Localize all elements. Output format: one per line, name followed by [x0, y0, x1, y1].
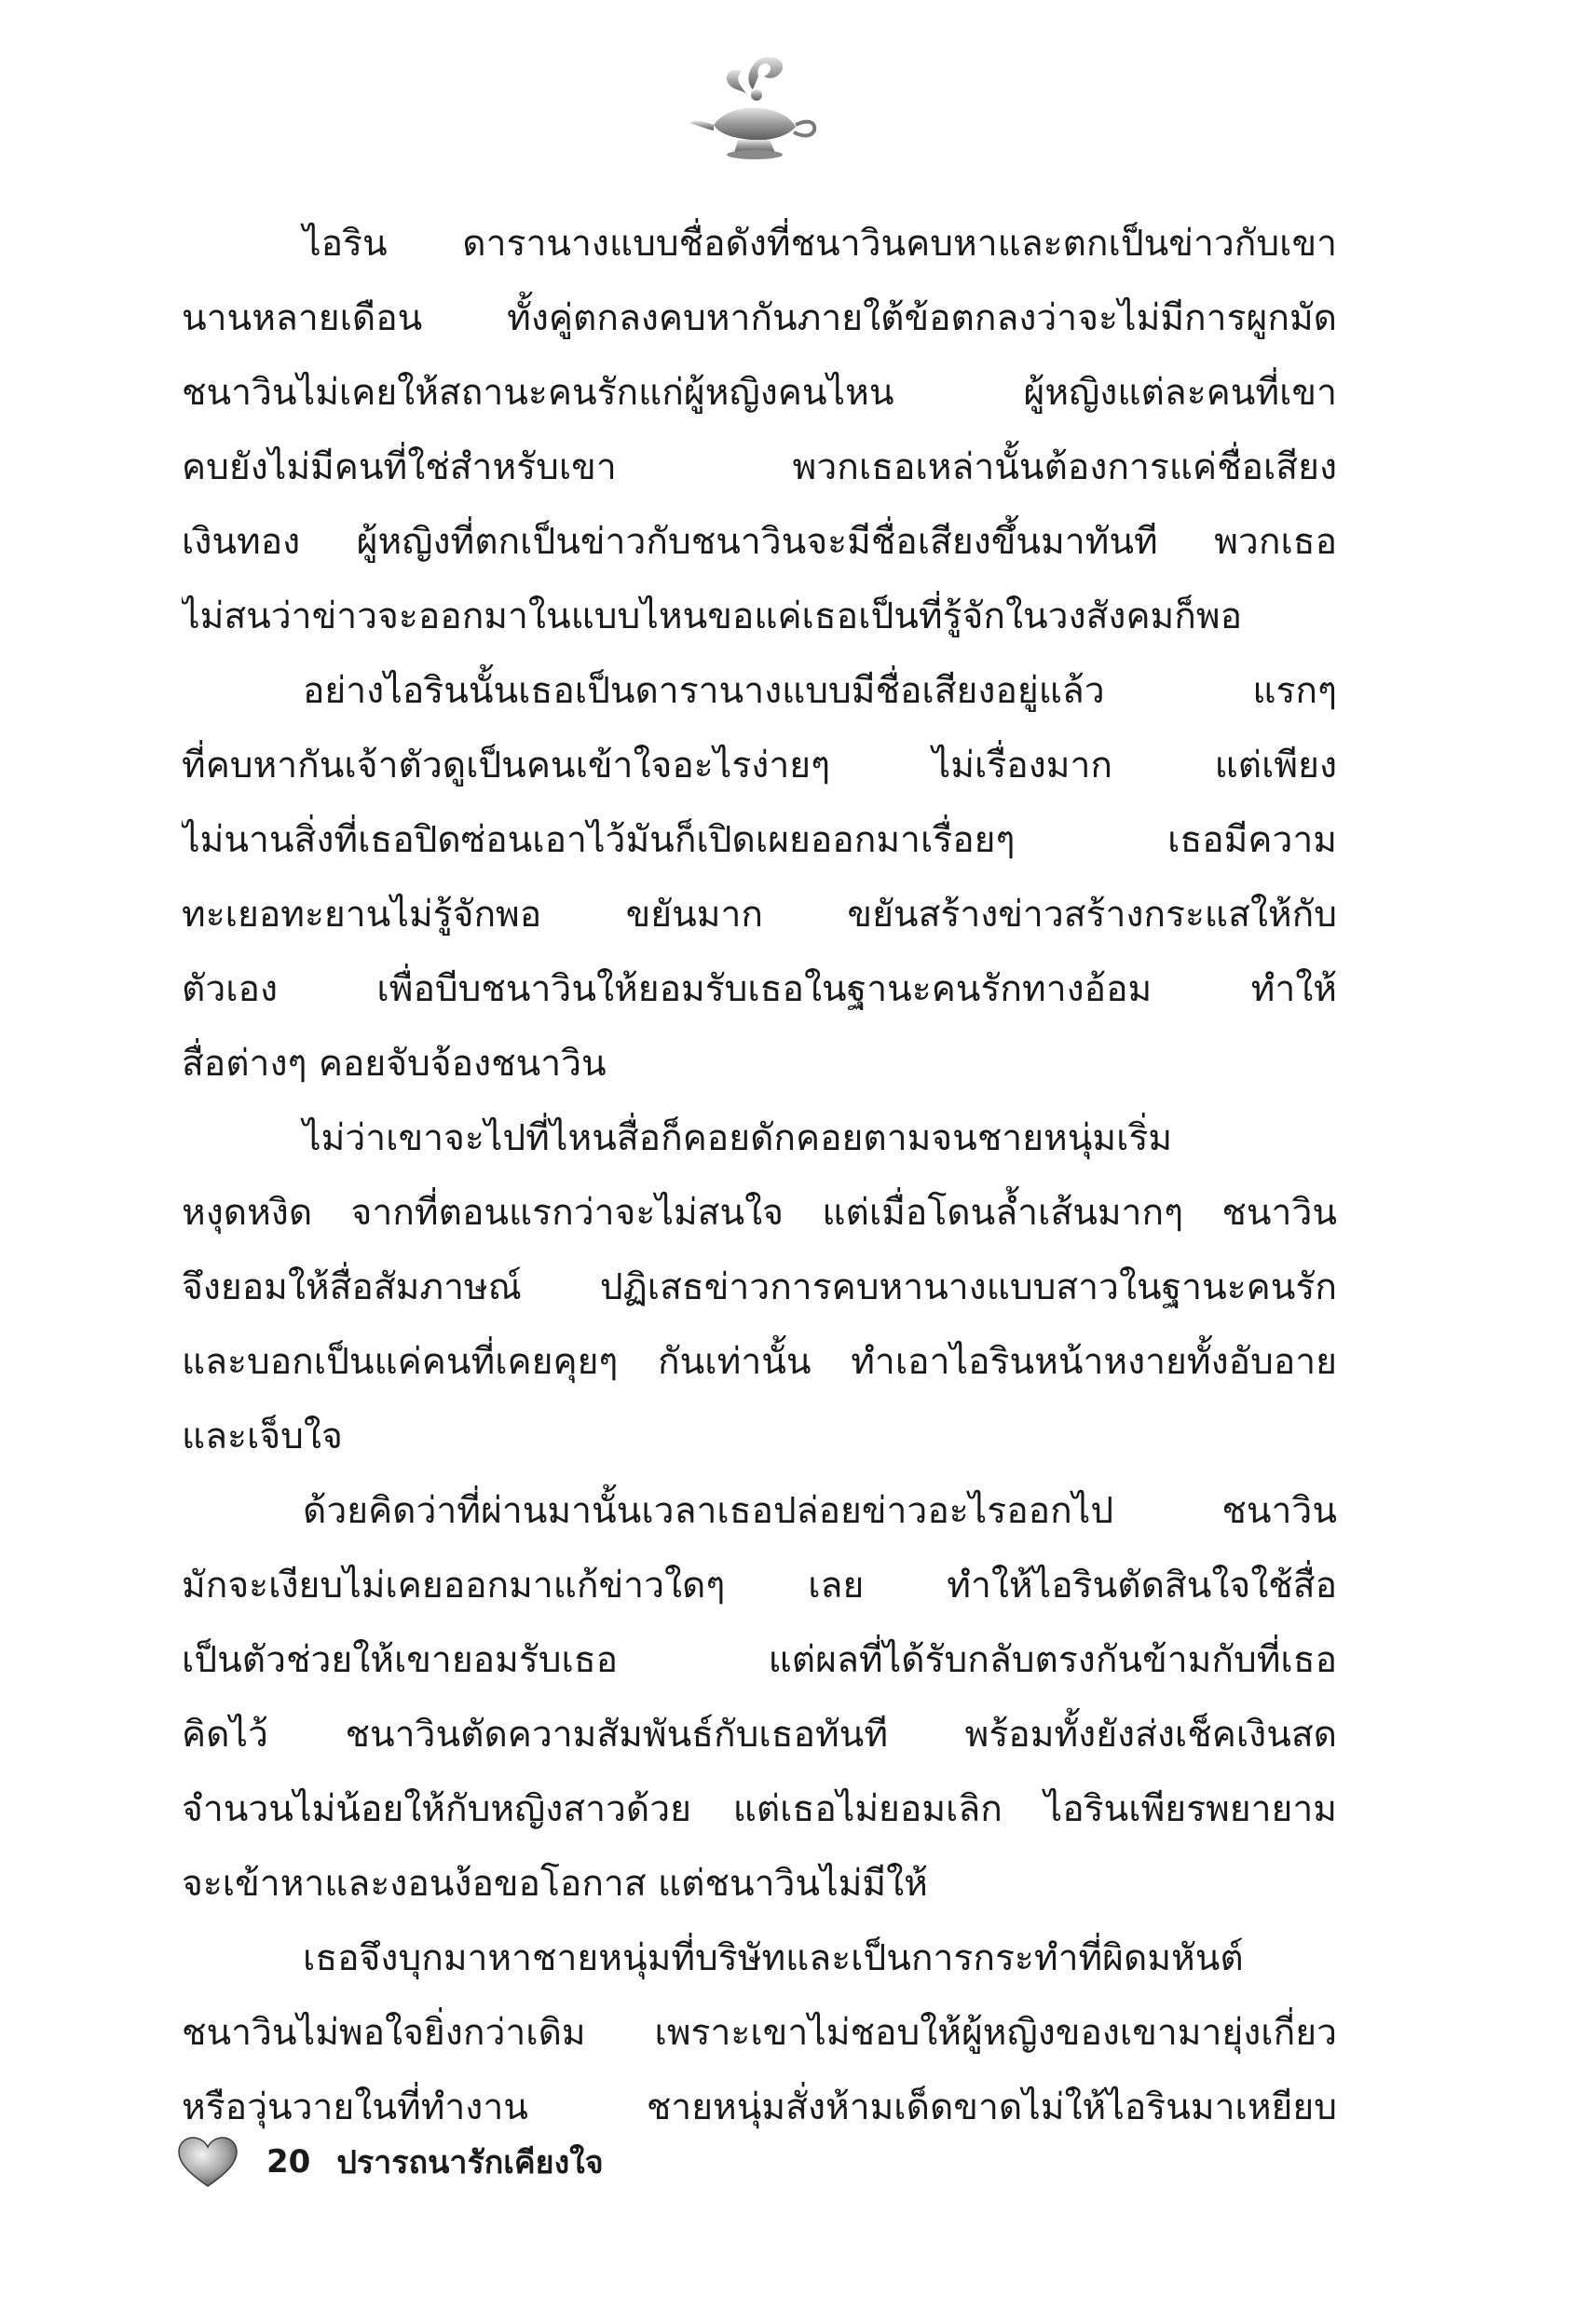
heart-icon — [177, 2136, 239, 2188]
text-line: และเจ็บใจ — [182, 1415, 343, 1457]
text-line: เป็นตัวช่วยให้เขายอมรับเธอ แต่ผลที่ได้รับกลับตรงกันข้ามกับที่เธอ — [182, 1639, 1337, 1681]
text-line: จึงยอมให้สื่อสัมภาษณ์ ปฏิเสธข่าวการคบหานางแบบสาวในฐานะคนรัก — [182, 1266, 1337, 1308]
text-line: หงุดหงิด จากที่ตอนแรกว่าจะไม่สนใจ แต่เมื่อโดนล้ำเส้นมากๆ ชนาวิน — [182, 1192, 1337, 1234]
text-line: ที่คบหากันเจ้าตัวดูเป็นคนเข้าใจอะไรง่ายๆ ไม่เรื่องมาก แต่เพียง — [182, 745, 1337, 786]
text-line: คบยังไม่มีคนที่ใช่สำหรับเขา พวกเธอเหล่านั้นต้องการแค่ชื่อเสียง — [182, 446, 1337, 488]
text-line: นานหลายเดือน ทั้งคู่ตกลงคบหากันภายใต้ข้อตกลงว่าจะไม่มีการผูกมัด — [182, 297, 1337, 339]
text-line: ไม่ว่าเขาจะไปที่ไหนสื่อก็คอยดักคอยตามจนชายหนุ่มเริ่ม — [303, 1117, 1173, 1159]
cupid-lamp-icon — [686, 52, 825, 164]
text-line: มักจะเงียบไม่เคยออกมาแก้ข่าวใดๆ เลย ทำให้ไอรินตัดสินใจใช้สื่อ — [182, 1565, 1337, 1607]
text-line: จำนวนไม่น้อยให้กับหญิงสาวด้วย แต่เธอไม่ยอมเลิก ไอรินเพียรพยายาม — [182, 1788, 1337, 1830]
text-line: คิดไว้ ชนาวินตัดความสัมพันธ์กับเธอทันที พร้อมทั้งยังส่งเช็คเงินสด — [182, 1714, 1337, 1756]
text-line: ไม่สนว่าข่าวจะออกมาในแบบไหนขอแค่เธอเป็นที่รู้จักในวงสังคมก็พอ — [182, 595, 1243, 637]
text-line: ไอริน ดารานางแบบชื่อดังที่ชนาวินคบหาและตกเป็นข่าวกับเขา — [303, 223, 1337, 265]
text-line: เธอจึงบุกมาหาชายหนุ่มที่บริษัทและเป็นการกระทำที่ผิดมหันต์ — [303, 1937, 1244, 1979]
text-line: ชนาวินไม่พอใจยิ่งกว่าเดิม เพราะเขาไม่ชอบให้ผู้หญิงของเขามายุ่งเกี่ยว — [182, 2012, 1337, 2054]
body-text — [182, 207, 1337, 2145]
text-line: สื่อต่างๆ คอยจับจ้องชนาวิน — [182, 1043, 607, 1085]
book-title: ปรารถนารักเคียงใจ — [336, 2144, 604, 2181]
page-number: 20 — [266, 2143, 311, 2181]
text-line: เงินทอง ผู้หญิงที่ตกเป็นข่าวกับชนาวินจะมีชื่อเสียงขึ้นมาทันที พวกเธอ — [182, 521, 1337, 563]
text-line: ด้วยคิดว่าที่ผ่านมานั้นเวลาเธอปล่อยข่าวอะไรออกไป ชนาวิน — [303, 1490, 1337, 1532]
page-footer — [177, 2134, 604, 2190]
text-line: ทะเยอทะยานไม่รู้จักพอ ขยันมาก ขยันสร้างข่าวสร้างกระแสให้กับ — [182, 894, 1337, 936]
text-line: หรือวุ่นวายในที่ทำงาน ชายหนุ่มสั่งห้ามเด็ดขาดไม่ให้ไอรินมาเหยียบ — [182, 2086, 1337, 2128]
text-line: ไม่นานสิ่งที่เธอปิดซ่อนเอาไว้มันก็เปิดเผยออกมาเรื่อยๆ เธอมีความ — [182, 819, 1337, 861]
text-line: อย่างไอรินนั้นเธอเป็นดารานางแบบมีชื่อเสียงอยู่แล้ว แรกๆ — [303, 670, 1337, 712]
text-line: จะเข้าหาและงอนง้อขอโอกาส แต่ชนาวินไม่มีให้ — [182, 1863, 928, 1905]
text-line: ตัวเอง เพื่อบีบชนาวินให้ยอมรับเธอในฐานะคนรักทางอ้อม ทำให้ — [182, 968, 1337, 1010]
text-line: ชนาวินไม่เคยให้สถานะคนรักแก่ผู้หญิงคนไหน ผู้หญิงแต่ละคนที่เขา — [182, 372, 1337, 414]
text-line: และบอกเป็นแค่คนที่เคยคุยๆ กันเท่านั้น ทำเอาไอรินหน้าหงายทั้งอับอาย — [182, 1341, 1337, 1383]
